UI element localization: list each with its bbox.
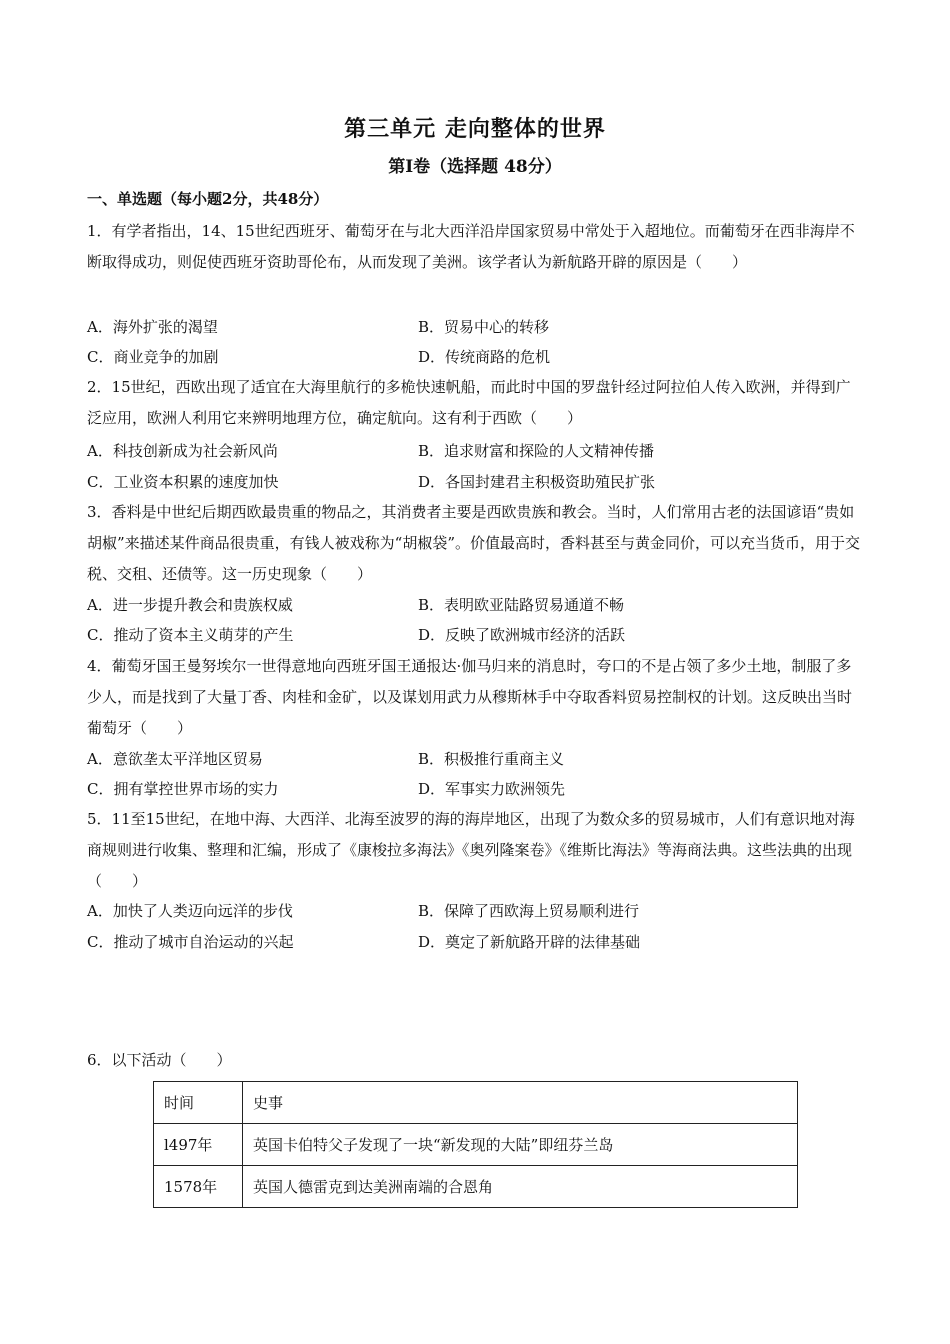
table-header-cell: 史事: [243, 1082, 798, 1124]
page-title: 第三单元 走向整体的世界: [344, 116, 606, 142]
table-header-cell: 时间: [154, 1082, 243, 1124]
question-3-stem: 3．香料是中世纪后期西欧最贵重的物品之，其消费者主要是西欧贵族和教会。当时，人们常用古老的法国谚语“贵如胡椒”来描述某件商品很贵重，有钱人被戏称为“胡椒袋”。价值最高时，香料甚至与黄金同价，可以充当货币，用于交税、交租、还债等。这一历史现象（ ）: [87, 503, 861, 583]
question-3-option-c: C．推动了资本主义萌芽的产生: [87, 626, 294, 644]
question-5-stem: 5．11至15世纪，在地中海、大西洋、北海至波罗的海的海岸地区，出现了为数众多的贸易城市，人们有意识地对海商规则进行收集、整理和汇编，形成了《康梭拉多海法》《奥列隆案卷》《维斯比海法》等海商法典。这些法典的出现（ ）: [87, 810, 855, 890]
table-cell: l497年: [154, 1124, 243, 1166]
question-3-option-d: D．反映了欧洲城市经济的活跃: [418, 626, 626, 644]
section-heading: 一、单选题（每小题2分，共48分）: [87, 190, 329, 208]
question-2-option-d: D．各国封建君主积极资助殖民扩张: [418, 473, 656, 491]
question-3-option-b: B．表明欧亚陆路贸易通道不畅: [418, 596, 625, 614]
question-2-option-a: A．科技创新成为社会新风尚: [87, 442, 278, 460]
table-header-row: [154, 1082, 798, 1124]
question-5-option-c: C．推动了城市自治运动的兴起: [87, 933, 294, 951]
question-4-option-a: A．意欲垄太平洋地区贸易: [87, 750, 263, 768]
table-cell: 英国人德雷克到达美洲南端的合恩角: [243, 1166, 798, 1208]
question-3-option-a: A．进一步提升教会和贵族权威: [87, 596, 293, 614]
page-subtitle: 第I卷（选择题 48分）: [388, 157, 562, 177]
history-table: [153, 1081, 798, 1208]
question-2-option-b: B．追求财富和探险的人文精神传播: [418, 442, 655, 460]
question-5-option-d: D．奠定了新航路开辟的法律基础: [418, 933, 641, 951]
question-1-option-b: B．贸易中心的转移: [418, 318, 550, 336]
question-4-option-b: B．积极推行重商主义: [418, 750, 565, 768]
question-5-option-a: A．加快了人类迈向远洋的步伐: [87, 902, 293, 920]
question-4-option-d: D．军事实力欧洲领先: [418, 780, 566, 798]
table-cell: 英国卡伯特父子发现了一块“新发现的大陆”即纽芬兰岛: [243, 1124, 798, 1166]
question-1-option-c: C．商业竞争的加剧: [87, 348, 219, 366]
question-2-stem: 2．15世纪，西欧出现了适宜在大海里航行的多桅快速帆船，而此时中国的罗盘针经过阿拉伯人传入欧洲，并得到广泛应用，欧洲人利用它来辨明地理方位，确定航向。这有利于西欧（ ）: [87, 378, 851, 427]
question-5-option-b: B．保障了西欧海上贸易顺利进行: [418, 902, 640, 920]
question-6-stem: 6．以下活动（ ）: [87, 1051, 232, 1069]
question-2-option-c: C．工业资本积累的速度加快: [87, 473, 279, 491]
table-row: [154, 1124, 798, 1166]
question-4-option-c: C．拥有掌控世界市场的实力: [87, 780, 279, 798]
question-4-stem: 4．葡萄牙国王曼努埃尔一世得意地向西班牙国王通报达·伽马归来的消息时，夸口的不是占领了多少土地，制服了多少人，而是找到了大量丁香、肉桂和金矿，以及谋划用武力从穆斯林手中夺取香料贸易控制权的计划。这反映出当时葡萄牙（ ）: [87, 657, 853, 737]
question-1-option-a: A．海外扩张的渴望: [87, 318, 218, 336]
question-1-stem: 1．有学者指出，14、15世纪西班牙、葡萄牙在与北大西洋沿岸国家贸易中常处于入超地位。而葡萄牙在西非海岸不断取得成功，则促使西班牙资助哥伦布，从而发现了美洲。该学者认为新航路开辟的原因是（ ）: [87, 222, 855, 271]
question-1-option-d: D．传统商路的危机: [418, 348, 551, 366]
table-row: [154, 1166, 798, 1208]
table-cell: 1578年: [154, 1166, 243, 1208]
